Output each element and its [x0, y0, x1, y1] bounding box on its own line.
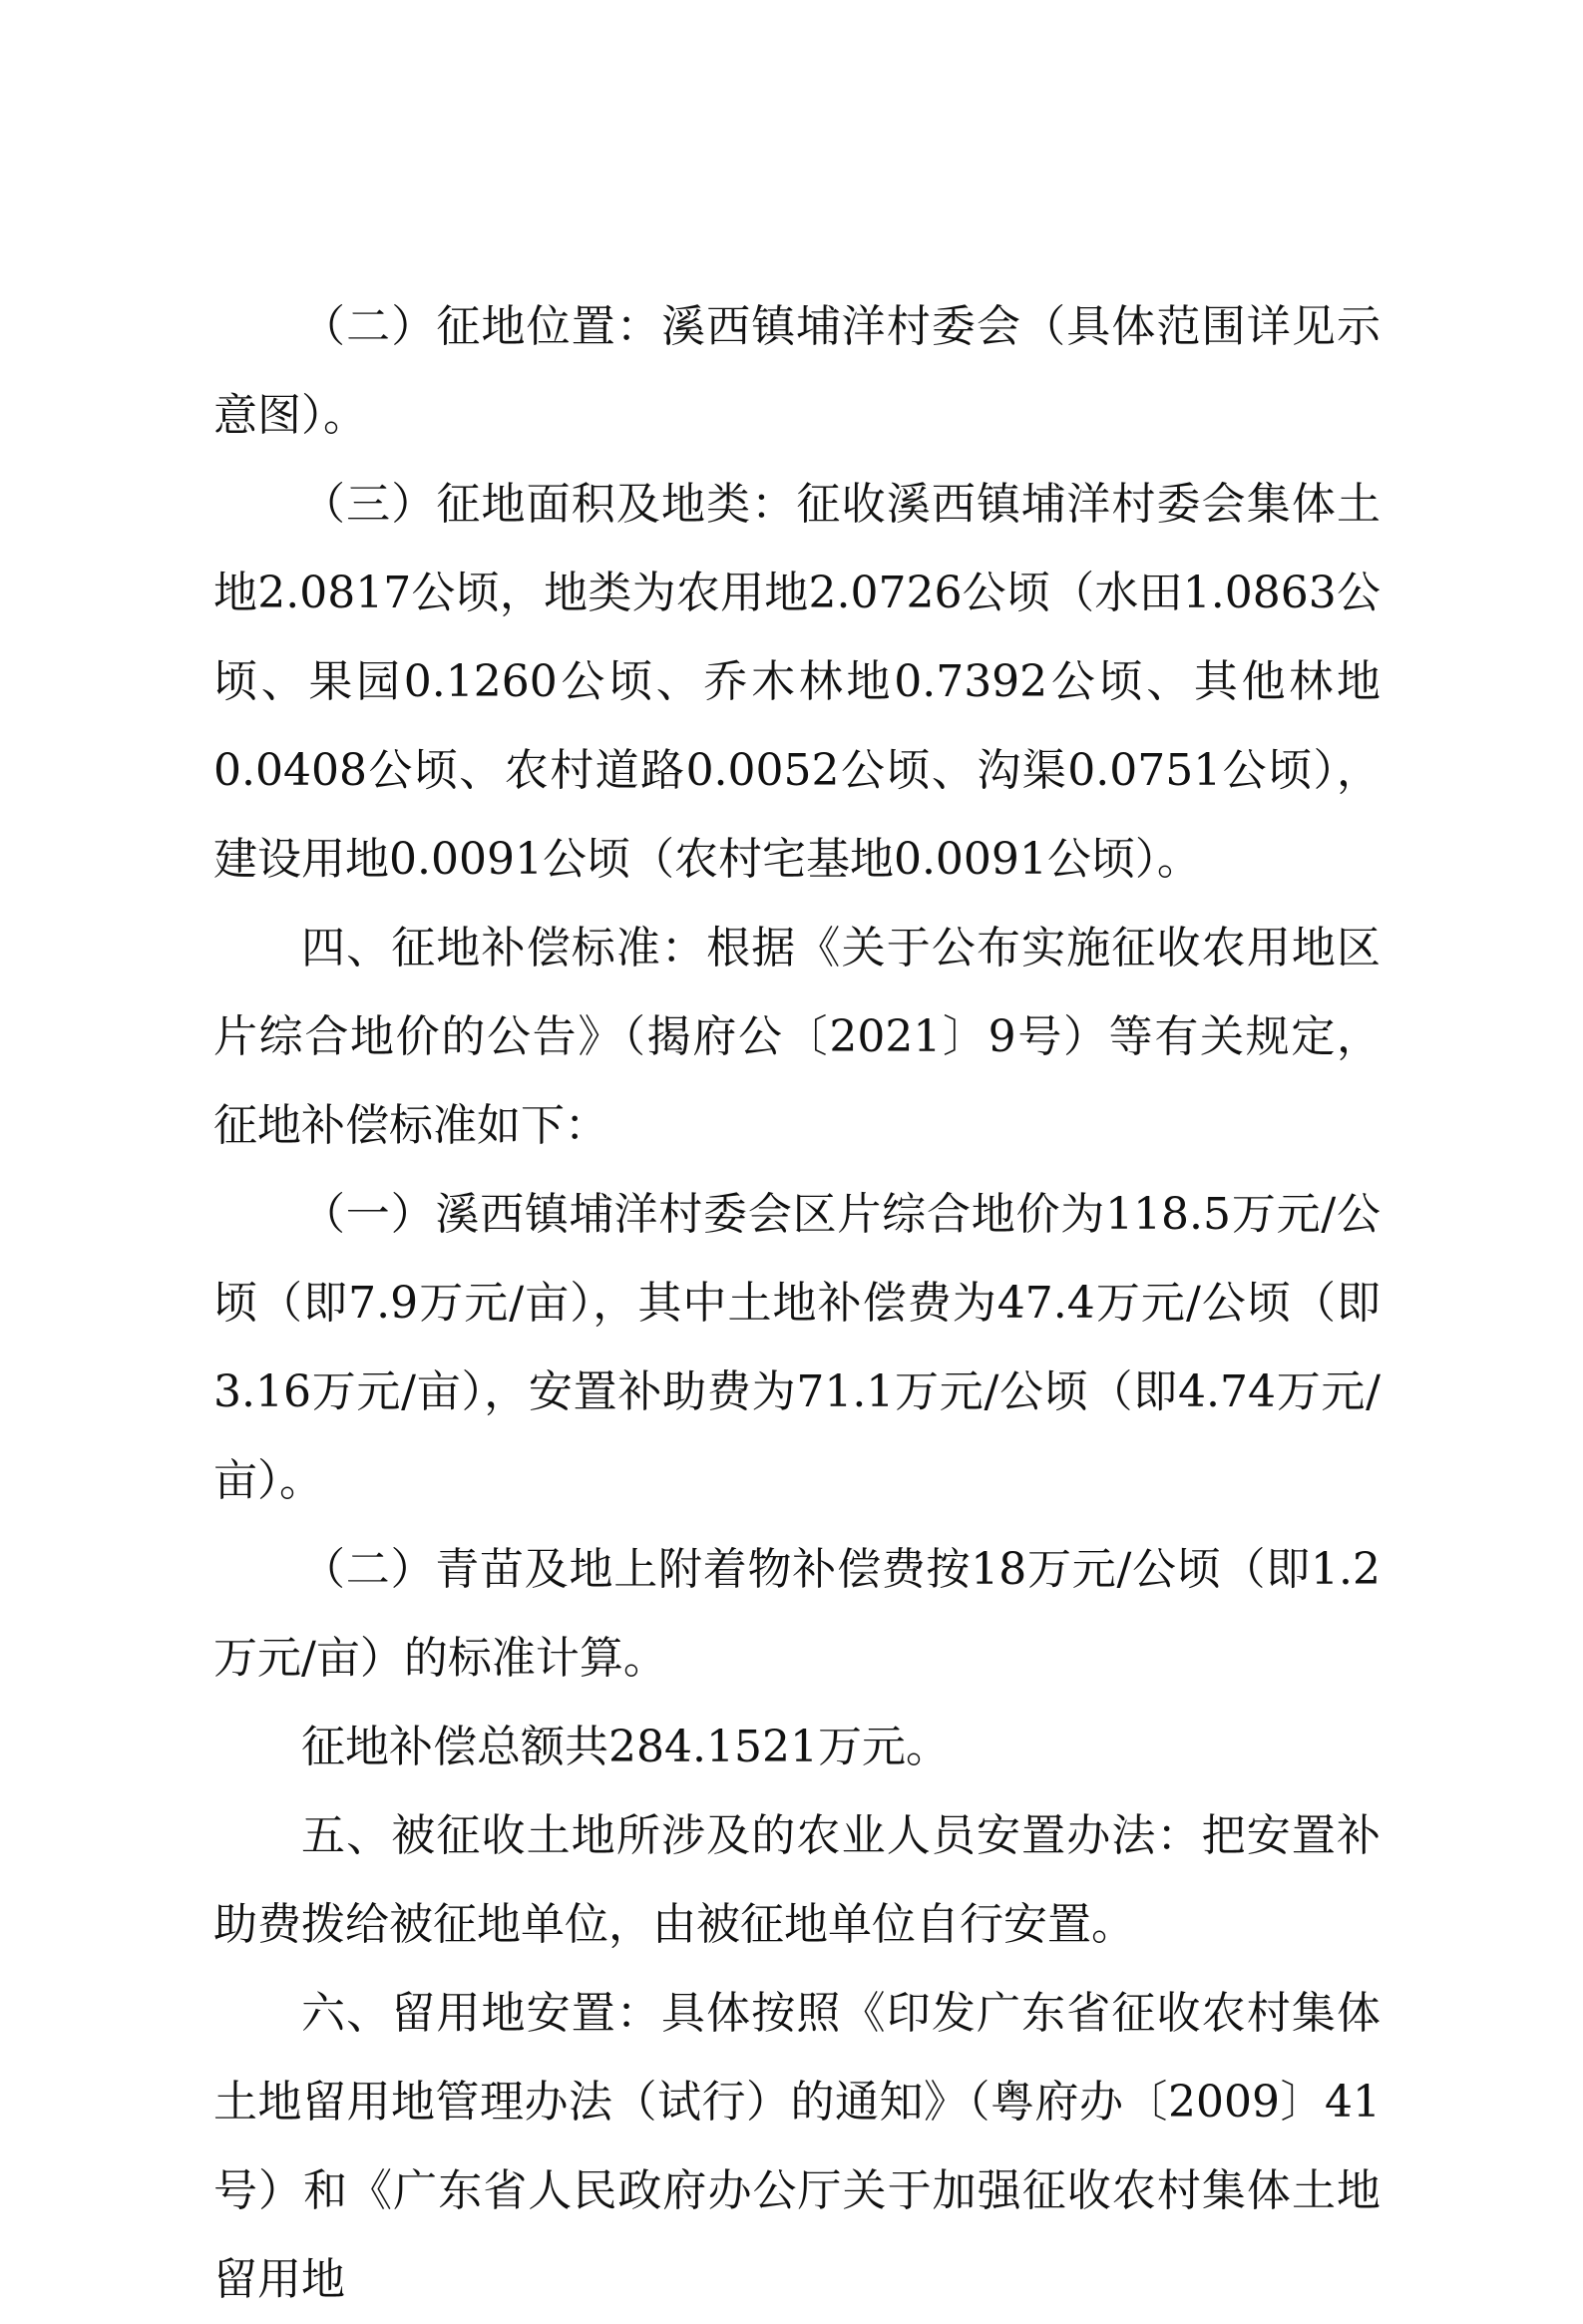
paragraph-compensation-item-2: （二）青苗及地上附着物补偿费按18万元/公顷（即1.2万元/亩）的标准计算。 — [213, 1544, 1381, 1684]
paragraph-compensation-standard: 四、征地补偿标准：根据《关于公布实施征收农用地区片综合地价的公告》（揭府公〔2021〕9号）等有关规定，征地补偿标准如下： — [213, 923, 1381, 1151]
paragraph-land-area-and-type: （三）征地面积及地类：征收溪西镇埔洋村委会集体土地2.0817公顷，地类为农用地2.0726公顷（水田1.0863公顷、果园0.1260公顷、乔木林地0.7392公顷、其他林地0.0408公顷、农村道路0.0052公顷、沟渠0.0751公顷），建设用地0.0091公顷（农村宅基地0.0091公顷）。 — [213, 479, 1381, 885]
paragraph-compensation-item-1: （一）溪西镇埔洋村委会区片综合地价为118.5万元/公顷（即7.9万元/亩），其中土地补偿费为47.4万元/公顷（即3.16万元/亩），安置补助费为71.1万元/公顷（即4.74万元/亩）。 — [213, 1189, 1381, 1506]
paragraph-reserved-land: 六、留用地安置：具体按照《印发广东省征收农村集体土地留用地管理办法（试行）的通知》（粤府办〔2009〕41号）和《广东省人民政府办公厅关于加强征收农村集体土地留用地 — [213, 1988, 1381, 2305]
paragraph-resettlement: 五、被征收土地所涉及的农业人员安置办法：把安置补助费拨给被征地单位，由被征地单位自行安置。 — [213, 1810, 1381, 1950]
paragraph-compensation-total: 征地补偿总额共284.1521万元。 — [301, 1722, 950, 1772]
paragraph-land-location: （二）征地位置：溪西镇埔洋村委会（具体范围详见示意图）。 — [213, 301, 1381, 441]
document-body — [213, 282, 1381, 2324]
